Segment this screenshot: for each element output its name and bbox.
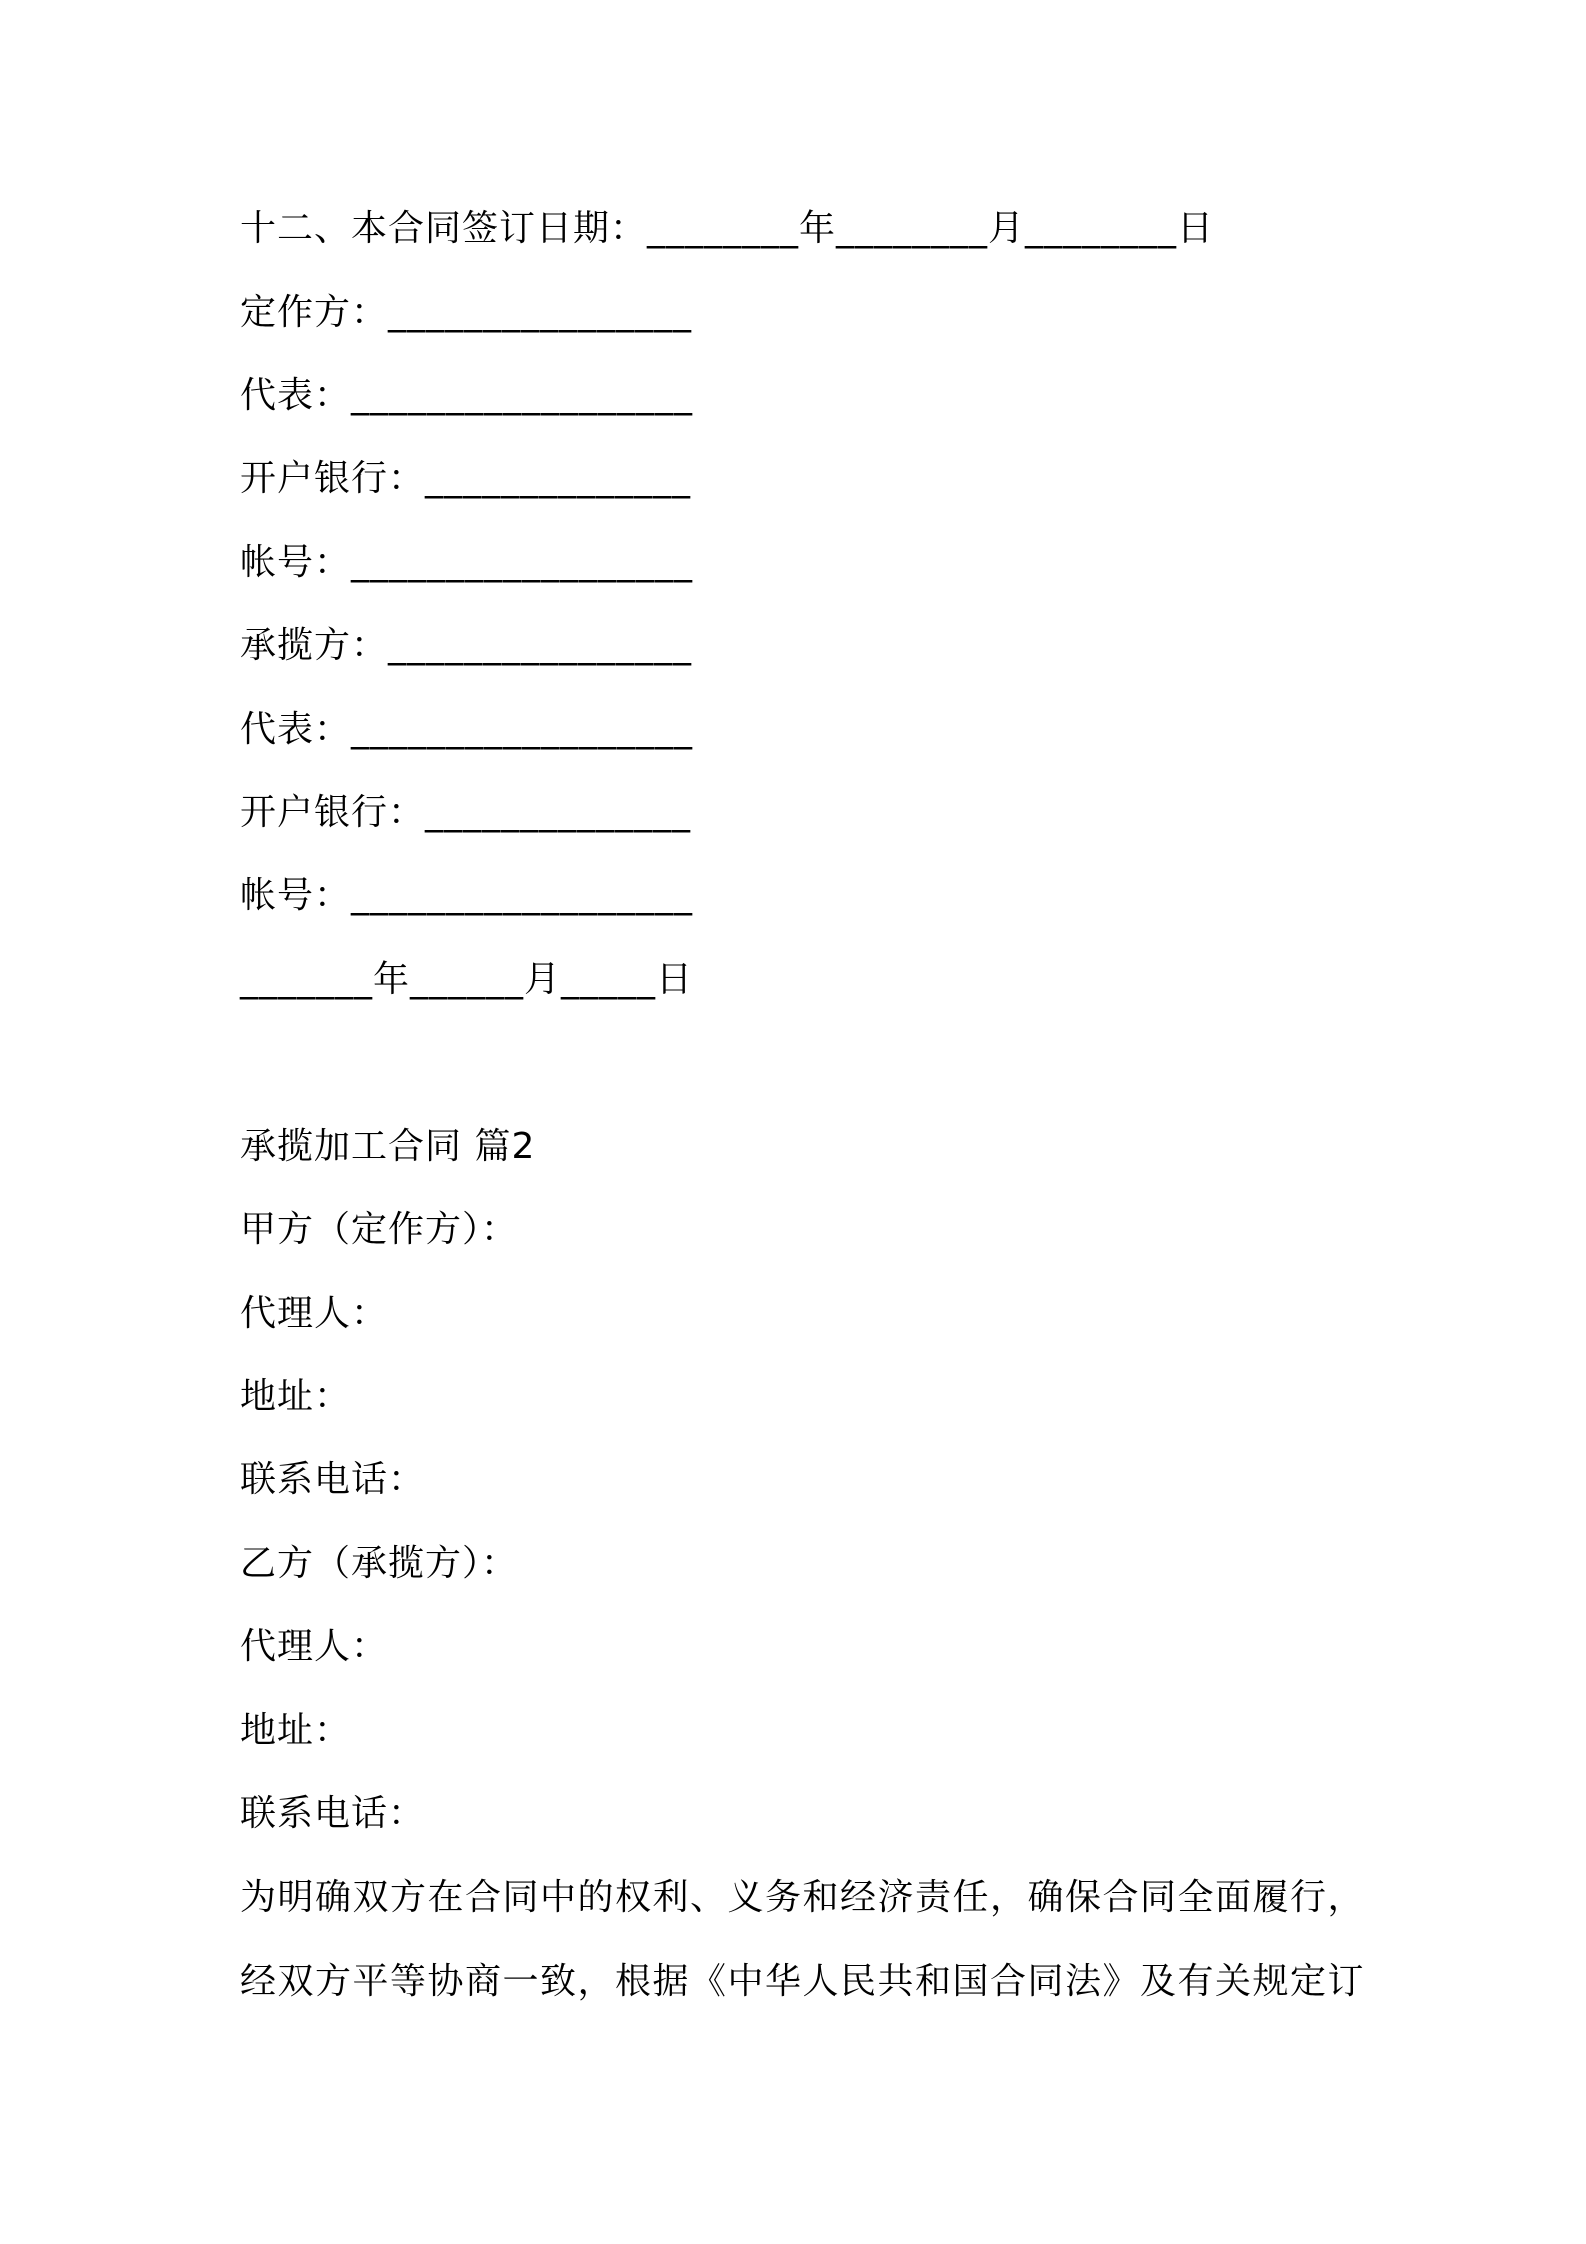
party-a-name-line: 定作方：________________: [240, 292, 693, 333]
preamble-paragraph: 为明确双方在合同中的权利、义务和经济责任，确保合同全面履行，经双方平等协商一致，根据《中华人民共和国合同法》及有关规定订: [240, 1877, 1366, 2002]
signing-date-line: 十二、本合同签订日期：________年________月________日: [240, 208, 1215, 249]
party-b-label: 乙方（承揽方）：: [240, 1543, 519, 1584]
party-a-account-line: 帐号：__________________: [240, 542, 694, 583]
party-b-phone: 联系电话：: [240, 1793, 426, 1834]
party-a-agent: 代理人：: [240, 1293, 389, 1334]
party-b-rep-line: 代表：__________________: [240, 709, 694, 750]
party-a-rep-line: 代表：__________________: [240, 375, 694, 416]
party-b-bank-line: 开户银行：______________: [240, 792, 692, 833]
party-b-account-line: 帐号：__________________: [240, 875, 694, 916]
party-a-label: 甲方（定作方）：: [240, 1209, 519, 1250]
party-a-bank-line: 开户银行：______________: [240, 458, 692, 499]
party-a-address: 地址：: [240, 1376, 352, 1417]
party-b-agent: 代理人：: [240, 1626, 389, 1667]
party-b-name-line: 承揽方：________________: [240, 625, 693, 666]
contract-2-title: 承揽加工合同 篇2: [240, 1126, 536, 1167]
party-b-address: 地址：: [240, 1710, 352, 1751]
blank-date-line: _______年______月_____日: [240, 959, 693, 1000]
party-a-phone: 联系电话：: [240, 1459, 426, 1500]
